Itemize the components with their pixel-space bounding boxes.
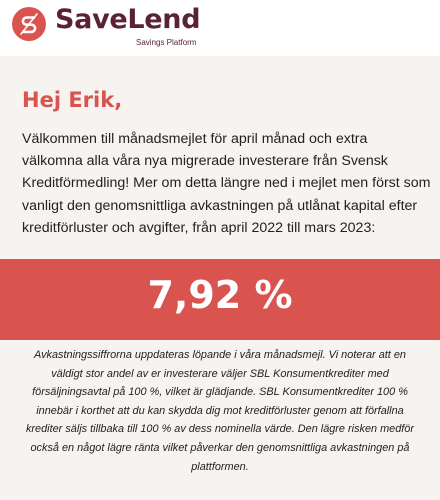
return-rate-value: 7,92 % xyxy=(147,273,293,317)
return-rate-note: Avkastningssiffrorna uppdateras löpande i våra månadsmejl. Vi noterar att en väldigt stor andel av er investerare väljer SBL Konsumentkrediter med försäljningsavtal på 100 %, vilket är glädjande. SBL Konsumentkrediter 100 % innebär i korthet att du kan skydda dig mot kreditförluster genom att förfallna krediter säljs tillbaka till 100 % av dess nominella värde. Den lägre risken medför också en något lägre ränta vilket påverkar den genomsnittliga avkastningen på plattformen. xyxy=(25,349,414,473)
intro-paragraph: Välkommen till månadsmejlet för april månad och extra välkomna alla våra nya migrerade investerare från Svensk Kreditförmedling! Mer om detta längre ned i mejlet men först som vanligt den genomsnittliga avkastningen på utlånat kapital efter kreditförluster och avgifter, från april 2022 till mars 2023: xyxy=(22,131,431,236)
greeting-heading: Hej Erik, xyxy=(22,88,123,112)
savelend-s-logo-icon xyxy=(12,7,46,41)
email-header xyxy=(0,0,440,56)
return-rate-banner xyxy=(0,259,440,340)
email-body xyxy=(0,56,440,500)
brand-tagline: Savings Platform xyxy=(136,38,197,47)
brand-name: SaveLend xyxy=(55,4,201,35)
